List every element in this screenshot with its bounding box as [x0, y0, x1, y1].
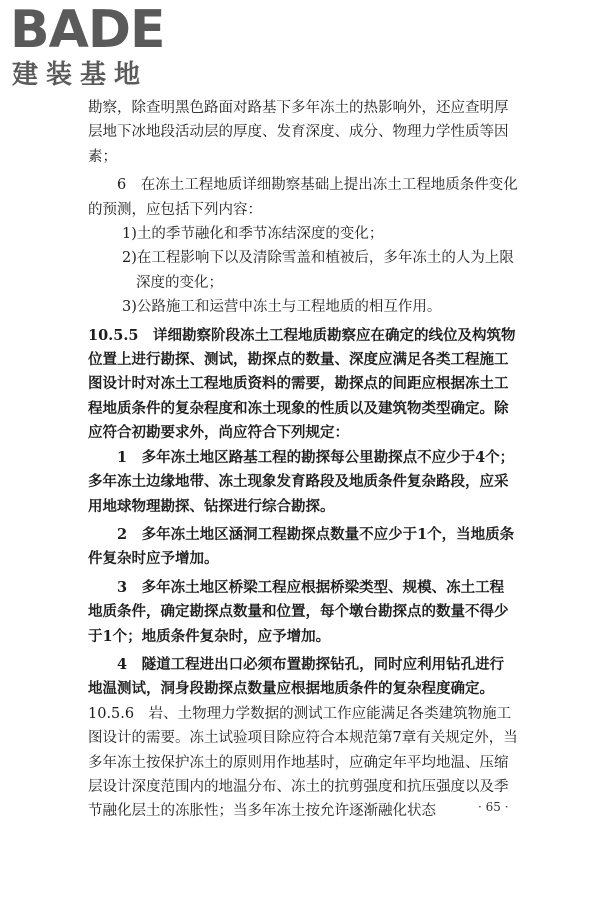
logo-subtitle: 建装基地: [12, 60, 149, 90]
clause-10-5-5-item-3: 3 多年冻土地区桥梁工程应根据桥梁类型、规模、冻土工程地质条件，确定勘探点数量和位置，每个墩台勘探点的数量不得少于1个；地质条件复杂时，应予增加。: [88, 578, 509, 645]
sub-item-3: 3)公路施工和运营中冻土与工程地质的相互作用。: [122, 299, 442, 316]
document-body: [88, 96, 518, 824]
item-6: 6 在冻土工程地质详细勘察基础上提出冻土工程地质条件变化的预测，应包括下列内容：: [88, 177, 518, 218]
logo-wordmark: BADE: [10, 0, 165, 60]
page-number: · 65 ·: [478, 800, 509, 814]
clause-10-5-5-item-2: 2 多年冻土地区涵洞工程勘探点数量不应少于1个，当地质条件复杂时应予增加。: [88, 525, 515, 568]
clause-10-5-6: 10.5.6 岩、土物理力学数据的测试工作应能满足各类建筑物施工图设计的需要。冻土试验项目除应符合本规范第7章有关规定外，当多年冻土按保护冻土的原则用作地基时，应确定年平均地温、压缩层设计深度范围内的地温分布、冻土的抗剪强度和抗压强度以及季节融化层土的冻胀性；当多年冻土按允许逐渐融化状态: [88, 705, 518, 820]
clause-10-5-5-item-1: 1 多年冻土地区路基工程的勘探每公里勘探点不应少于4个；多年冻土边缘地带、冻土现象发育路段及地质条件复杂路段，应采用地球物理勘探、钻探进行综合勘探。: [88, 448, 515, 515]
sub-item-1: 1)土的季节融化和季节冻结深度的变化；: [122, 226, 384, 243]
sub-item-2: 2)在工程影响下以及清除雪盖和植被后，多年冻土的人为上限深度的变化；: [122, 250, 514, 291]
paragraph-continuation: 勘察，除查明黑色路面对路基下多年冻土的热影响外，还应查明厚层地下冰地段活动层的厚度、发育深度、成分、物理力学性质等因素；: [88, 100, 509, 165]
publisher-logo: [4, 2, 184, 94]
clause-10-5-5: 10.5.5 详细勘察阶段冻土工程地质勘察应在确定的线位及构筑物位置上进行勘探、测试，勘探点的数量、深度应满足各类工程施工图设计时对冻土工程地质资料的需要，勘探点的间距应根据冻土工程地质条件的复杂程度和冻土现象的性质以及建筑物类型确定。除应符合初勘要求外，尚应符合下列规定：: [88, 326, 516, 442]
clause-10-5-5-item-4: 4 隧道工程进出口必须布置勘探钻孔，同时应利用钻孔进行地温测试，洞身段勘探点数量应根据地质条件的复杂程度确定。: [88, 655, 505, 698]
